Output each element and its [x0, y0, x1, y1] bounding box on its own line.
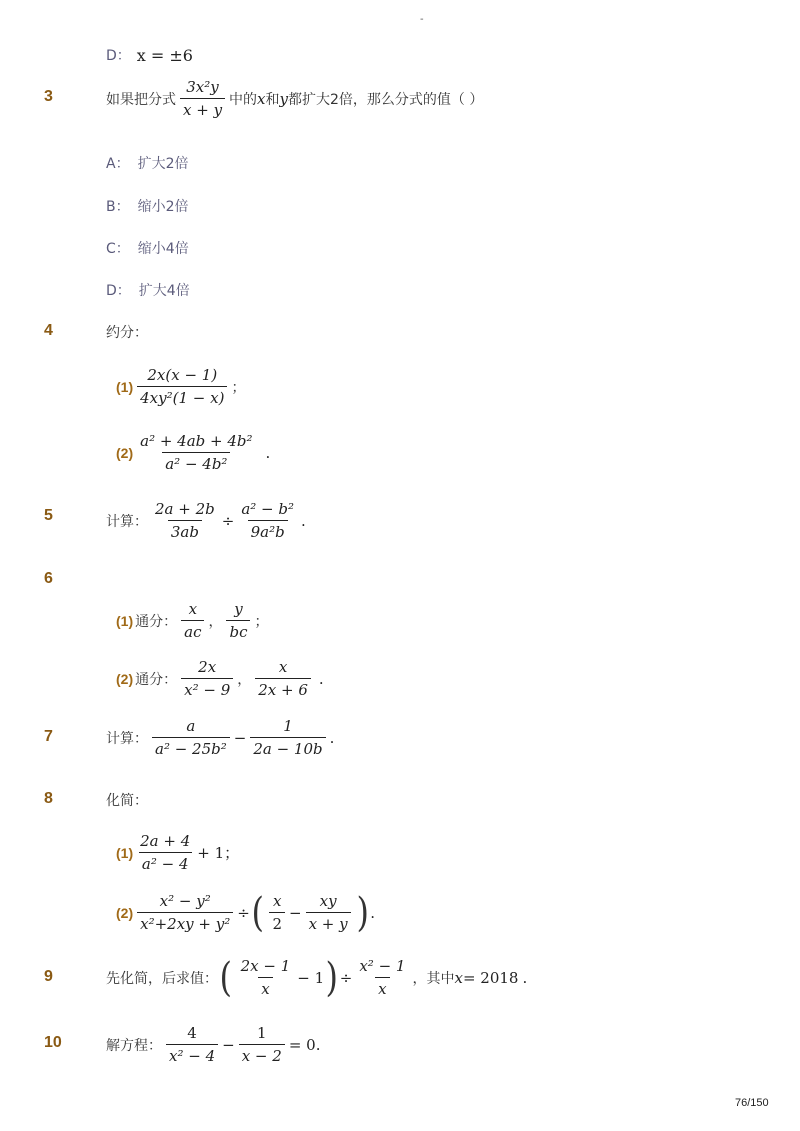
denominator: ac: [181, 620, 204, 641]
fraction: [250, 717, 325, 758]
operator: −: [233, 728, 247, 747]
fraction: [181, 600, 204, 641]
condition-value: = 2018: [462, 968, 519, 987]
q6-part-1: [116, 600, 268, 641]
punct: .: [370, 903, 375, 922]
fraction: [255, 658, 311, 699]
denominator: x + y: [180, 98, 225, 119]
denominator: a² − 25b²: [152, 737, 230, 758]
prompt: 计算：: [106, 730, 148, 747]
prompt: 计算：: [106, 513, 148, 530]
right-paren: ): [325, 954, 339, 1001]
part-label: (1): [116, 844, 134, 861]
expression-tail: + 1；: [197, 844, 240, 862]
part-label: (2): [116, 904, 134, 921]
denominator: x² − 4: [166, 1044, 218, 1065]
punct: .: [329, 728, 335, 747]
q8-part-1: [116, 832, 239, 873]
equation-rhs: = 0.: [288, 1035, 321, 1054]
page-number: 76/150: [735, 1097, 769, 1109]
numerator: x² − y²: [159, 892, 211, 910]
denominator: 4xy²(1 − x): [137, 386, 227, 407]
fraction: [306, 892, 351, 933]
q4-prompt: 约分：: [106, 325, 148, 341]
prompt: 解方程：: [106, 1037, 162, 1054]
option-text: 缩小2倍: [137, 199, 189, 215]
fraction: [269, 892, 285, 933]
numerator: a² − b²: [241, 500, 295, 518]
option-math: x = ±6: [136, 45, 193, 65]
left-paren: (: [219, 954, 233, 1001]
numerator: xy: [319, 892, 337, 910]
numerator: 2x(x − 1): [147, 366, 218, 384]
q2-option-d: [106, 45, 193, 65]
question-number: 4: [44, 322, 53, 339]
question-number: 3: [44, 88, 53, 105]
question-number: 9: [44, 968, 53, 985]
option-letter: A：: [106, 156, 130, 172]
prompt: 通分：: [135, 613, 178, 630]
question-number: 7: [44, 728, 53, 745]
denominator: 2: [269, 912, 285, 933]
variable: x: [257, 89, 266, 108]
fraction: [152, 500, 218, 541]
denominator: x − 2: [239, 1044, 285, 1065]
separator: ，: [237, 671, 252, 688]
numerator: x² − 1: [359, 957, 406, 975]
numerator: a² + 4ab + 4b²: [140, 432, 253, 450]
numerator: 2a + 4: [140, 832, 191, 850]
denominator: 2x + 6: [255, 678, 311, 699]
q10-equation: [106, 1024, 320, 1065]
denominator: bc: [226, 620, 250, 641]
fraction: [238, 957, 294, 998]
stem-text: 都扩大2倍，那么分式的值（ ）: [288, 91, 484, 108]
question-number: 10: [44, 1034, 62, 1051]
part-label: (1): [116, 612, 134, 629]
numerator: 2x − 1: [240, 957, 291, 975]
question-number: 5: [44, 507, 53, 524]
question-number: 8: [44, 790, 53, 807]
denominator: x + y: [306, 912, 351, 933]
fraction: [181, 658, 233, 699]
prompt: 先化简，后求值：: [106, 970, 218, 987]
option-text: 扩大2倍: [137, 156, 189, 172]
punct: .: [318, 669, 324, 688]
header-mark: -: [420, 14, 424, 25]
punct: .: [522, 968, 528, 987]
numerator: a: [186, 717, 196, 735]
right-paren: ): [356, 889, 369, 936]
option-text: 扩大4倍: [138, 283, 190, 299]
separator: ，: [208, 613, 223, 630]
expression-part: − 1: [297, 968, 325, 987]
numerator: 1: [283, 717, 293, 735]
q8-prompt: 化简：: [106, 793, 148, 809]
operator: ÷: [339, 968, 353, 987]
variable: y: [279, 89, 288, 108]
numerator: 2a + 2b: [155, 500, 215, 518]
q3-option-b: [106, 196, 189, 216]
numerator: x: [188, 600, 198, 618]
fraction: [137, 892, 233, 933]
denominator: 2a − 10b: [250, 737, 325, 758]
q7-expression: [106, 717, 334, 758]
operator: ÷: [237, 903, 250, 922]
option-letter: C：: [106, 241, 130, 257]
q3-option-d: [106, 280, 190, 300]
fraction: [166, 1024, 218, 1065]
fraction: [137, 832, 193, 873]
q8-part-2: [116, 889, 375, 936]
denominator: 3ab: [168, 520, 202, 541]
fraction: [137, 366, 227, 407]
q3-stem: [106, 78, 483, 119]
numerator: 3x²y: [186, 78, 219, 96]
operator: −: [288, 903, 302, 922]
denominator: a² − 4b²: [162, 452, 230, 473]
part-label: (1): [116, 378, 134, 395]
fraction: [180, 78, 225, 119]
fraction: [137, 432, 255, 473]
stem-text: 中的: [229, 91, 258, 108]
stem-text: 如果把分式: [106, 91, 176, 108]
q3-option-c: [106, 238, 189, 258]
prompt: 通分：: [135, 671, 178, 688]
option-letter: D：: [106, 283, 131, 299]
left-paren: (: [251, 889, 264, 936]
fraction: [238, 500, 297, 541]
fraction: [152, 717, 230, 758]
denominator: x²+2xy + y²: [137, 912, 233, 933]
denominator: a² − 4: [139, 852, 192, 873]
q6-part-2: [116, 658, 324, 699]
numerator: x: [272, 892, 282, 910]
operator: −: [222, 1035, 235, 1054]
punct: ；: [231, 379, 246, 396]
stem-text: 和: [265, 91, 280, 108]
variable: x: [454, 968, 463, 987]
q3-option-a: [106, 153, 189, 173]
punct: .: [301, 511, 306, 530]
denominator: x: [258, 977, 272, 998]
numerator: 4: [187, 1024, 197, 1042]
denominator: 9a²b: [248, 520, 288, 541]
q4-part-1: [116, 366, 245, 407]
denominator: x: [375, 977, 389, 998]
q5-expression: [106, 500, 306, 541]
numerator: y: [234, 600, 243, 618]
operator: ÷: [221, 511, 235, 530]
option-letter: D：: [106, 48, 131, 64]
numerator: 1: [256, 1024, 267, 1042]
q9-expression: [106, 954, 528, 1001]
condition-text: ，其中: [412, 970, 455, 987]
part-label: (2): [116, 670, 134, 687]
fraction: [239, 1024, 285, 1065]
punct: .: [265, 443, 271, 462]
option-text: 缩小4倍: [137, 241, 189, 257]
denominator: x² − 9: [181, 678, 233, 699]
numerator: x: [278, 658, 288, 676]
question-number: 6: [44, 570, 53, 587]
numerator: 2x: [198, 658, 217, 676]
option-letter: B：: [106, 199, 130, 215]
fraction: [226, 600, 250, 641]
q4-part-2: [116, 432, 270, 473]
punct: ；: [254, 613, 269, 630]
fraction: [356, 957, 408, 998]
part-label: (2): [116, 444, 134, 461]
